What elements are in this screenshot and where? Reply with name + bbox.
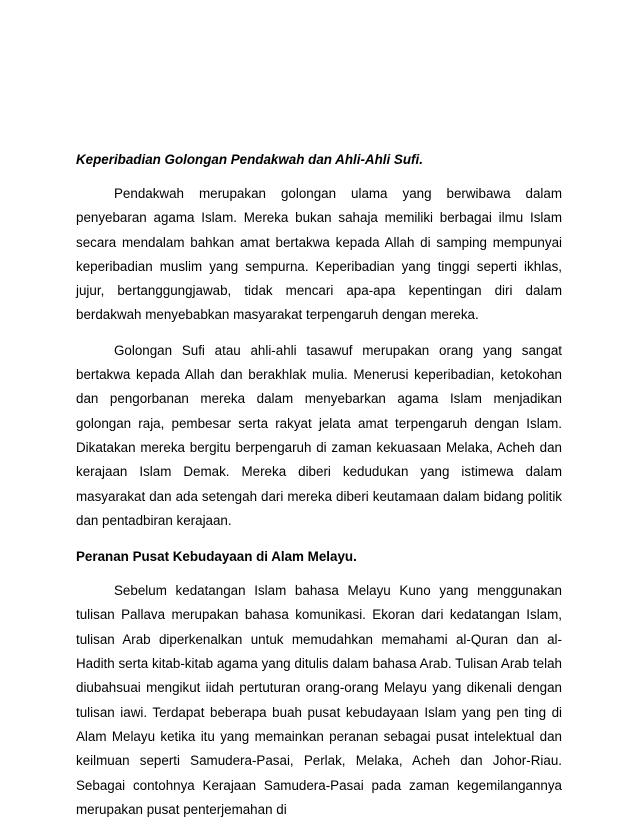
document-page [76, 150, 562, 833]
section-keperibadian [76, 150, 562, 533]
section-heading: Keperibadian Golongan Pendakwah dan Ahli-Ahli Sufi. [76, 152, 423, 167]
paragraph: Golongan Sufi atau ahli-ahli tasawuf merupakan orang yang sangat bertakwa kepada Allah dan berakhlak mulia. Menerusi keperibadian, ketokohan dan pengorbanan mereka dalam menyebarkan agama Islam menjadikan golongan raja, pembesar serta rakyat jelata amat terpengaruh dengan Islam. Dikatakan mereka bergitu berpengaruh di zaman kekuasaan Melaka, Acheh dan kerajaan Islam Demak. Mereka diberi kedudukan yang istimewa dalam masyarakat dan ada setengah dari mereka diberi keutamaan dalam bidang politik dan pentadbiran kerajaan. [76, 342, 562, 528]
paragraph: Sebelum kedatangan Islam bahasa Melayu Kuno yang menggunakan tulisan Pallava merupakan bahasa komunikasi. Ekoran dari kedatangan Islam, tulisan Arab diperkenalkan untuk memudahkan memahami al-Quran dan al-Hadith serta kitab-kitab agama yang ditulis dalam bahasa Arab. Tulisan Arab telah diubahsuai mengikut iidah pertuturan orang-orang Melayu yang dikenali dengan tulisan iawi. Terdapat beberapa buah pusat kebudayaan Islam yang pen ting di Alam Melayu ketika itu yang memainkan peranan sebagai pusat intelektual dan keilmuan seperti Samudera-Pasai, Perlak, Melaka, Acheh dan Johor-Riau. Sebagai contohnya Kerajaan Samudera-Pasai pada zaman kegemilangannya merupakan pusat penterjemahan di [76, 583, 562, 817]
section-peranan [76, 547, 562, 822]
section-heading: Peranan Pusat Kebudayaan di Alam Melayu. [76, 549, 357, 565]
paragraph: Pendakwah merupakan golongan ulama yang berwibawa dalam penyebaran agama Islam. Mereka bukan sahaja memiliki berbagai ilmu Islam secara mendalam bahkan amat bertakwa kepada Allah di samping mempunyai keperibadian muslim yang sempurna. Keperibadian yang tinggi seperti ikhlas, jujur, bertanggungjawab, tidak mencari apa-apa kepentingan diri dalam berdakwah menyebabkan masyarakat terpengaruh dengan mereka. [76, 186, 562, 323]
